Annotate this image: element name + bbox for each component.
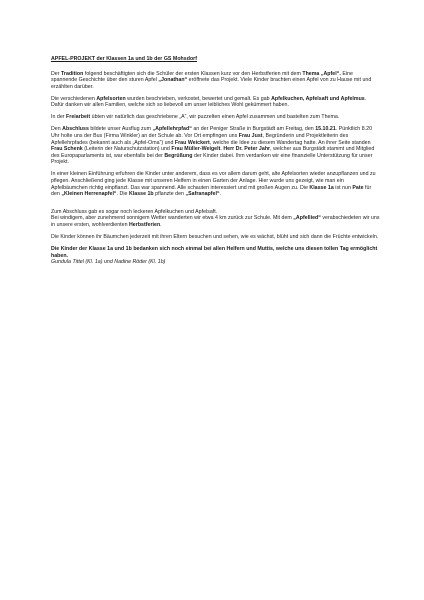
bold-text: „Apfellied“ — [293, 215, 321, 222]
text-run: . Dafür danken wir allen Familien, welche sich so liebevoll um unser leibliches Wohl gekümmert haben. — [51, 95, 367, 109]
bold-text: Abschluss — [62, 126, 89, 133]
bold-text: „Jonathan“ — [158, 77, 188, 84]
bold-text: Thema „Apfel“. — [302, 70, 341, 77]
paragraph-einfuehrung — [51, 171, 380, 197]
text-run: , welche die Idee zu diesem Wandertag hatte. An ihrer Seite standen — [209, 139, 371, 146]
text-run: Den — [51, 126, 63, 133]
bold-text: Frau Just — [238, 133, 263, 140]
text-run: In der — [51, 114, 67, 121]
bold-text: „Kleinen Herrenapfel“ — [61, 191, 117, 198]
text-run: . — [160, 221, 162, 228]
document-title: APFEL-PROJEKT der Klassen 1a und 1b der GS Mohsdorf — [51, 56, 198, 62]
paragraph-dank: Die Kinder der Klasse 1a und 1b bedanken sich noch einmal bei allen Helfern und Muttis, welche uns diesen tollen Tag ermöglicht haben. — [51, 245, 378, 259]
text-run: (Leiterin der Naturschutzstation) und — [82, 146, 172, 153]
bold-text: Herbstferien — [129, 221, 161, 228]
text-run: an der Peniger Straße in Burgstädt am Freitag, den — [191, 126, 316, 133]
text-run: Der — [51, 70, 61, 77]
paragraph-apfelkuchen-line: Zum Abschluss gab es sogar noch leckeren Apfelkuchen und Apfelsaft. — [51, 208, 218, 215]
text-run: . Die — [116, 191, 129, 198]
text-run: . — [220, 146, 224, 153]
text-run: für den — [51, 184, 372, 198]
bold-text: Tradition — [61, 70, 84, 77]
text-run: wurden beschrieben, verkostet, bewertet und gemalt. Es gab — [125, 95, 272, 102]
paragraph-tradition — [51, 71, 380, 91]
paragraph-wanderung — [51, 215, 380, 228]
bold-text: Frau Weickert — [174, 139, 210, 146]
bold-text: Herr Dr. Peter Jahr — [223, 146, 271, 153]
text-run: der Kinder dabei. Ihm verdanken wir eine finanzielle Unterstützung für unser Projekt. — [51, 152, 373, 166]
author-credit: Gundula Tittel (Kl. 1a) und Nadine Röder (Kl. 1b) — [51, 259, 166, 266]
text-run: übten wir natürlich das geschriebene „A“, wir puzzelten einen Apfel zusammen und bastelten zum Thema. — [90, 114, 340, 121]
text-run: Die verschiedenen — [51, 95, 97, 102]
bold-text: Klasse 1a — [309, 184, 334, 191]
text-run: folgend beschäftigten sich die Schüler der ersten Klassen kurz vor den Herbstferien mit dem — [83, 70, 303, 77]
text-run: . Pünktlich 8.20 Uhr holte uns der Bus (Firma Winkler) an der Schule ab. Vor Ort empfingen uns — [51, 126, 373, 140]
bold-text: Apfelkuchen, Apfelsaft und Apfelmus — [271, 95, 365, 102]
text-run: Eine spannende Geschichte über den sturen Apfel — [51, 70, 353, 84]
bold-text: „Safranapfel“ — [185, 191, 220, 198]
bold-text: Freiarbeit — [66, 114, 91, 121]
text-run: , Begründerin und Projektleiterin des Apfellehrpfades (bekannt auch als „Apfel-Oma“) und — [51, 133, 349, 146]
text-run: Bei windigem, aber zunehmend sonnigem Wetter wanderten wir etwa 4 km zurück zur Schule. Mit dem — [51, 215, 294, 222]
bold-text: Pate — [352, 184, 364, 191]
bold-text: Klasse 1b — [128, 191, 154, 198]
bold-text: 15.10.21 — [315, 126, 336, 133]
text-run: eröffnete das Projekt. Viele Kinder brachten einen Apfel von zu Hause mit und erzählten darüber. — [51, 77, 372, 90]
text-run: pflanzte den — [153, 191, 186, 198]
paragraph-abschluss — [51, 126, 380, 166]
text-run: verabschiedeten wir uns in unsere ersten, wohlverdienten — [51, 215, 380, 228]
text-run: ist nun — [333, 184, 353, 191]
bold-text: Apfelsorten — [96, 95, 126, 102]
text-run: , welcher aus Burgstädt stammt und Mitglied des Europaparlaments ist, war ebenfalls bei der — [51, 146, 375, 159]
paragraph-apfelsorten — [51, 96, 380, 109]
text-run: . — [219, 191, 222, 198]
bold-text: „Apfellehrpfad“ — [152, 126, 192, 133]
text-run: bildete unser Ausflug zum — [88, 126, 153, 133]
bold-text: Frau Müller-Weigelt — [171, 146, 221, 153]
bold-text: Begrüßung — [164, 152, 193, 159]
paragraph-freiarbeit — [51, 114, 380, 121]
text-run: In einer kleinen Einführung erfuhren die Kinder unter anderem, dass es vor allem darum geht, alte Apfelsorten wieder anzupflanzen und zu pflegen. Anschließend ging jede Klasse mit unseren Helfern in einen Garten der Anlage. Hier wurde uns gezeigt, wie man ein Apfelbäumchen richtig einpflanzt. Das war spannend. Alle schauten interessiert und mit großen Augen zu. Die — [51, 171, 376, 191]
paragraph-baeumchen: Die Kinder können ihr Bäumchen jederzeit mit ihren Eltern besuchen und sehen, wie es wächst, blüht und sich dann die Früchte entwickeln. — [51, 233, 379, 240]
bold-text: Frau Schenk — [51, 146, 83, 153]
